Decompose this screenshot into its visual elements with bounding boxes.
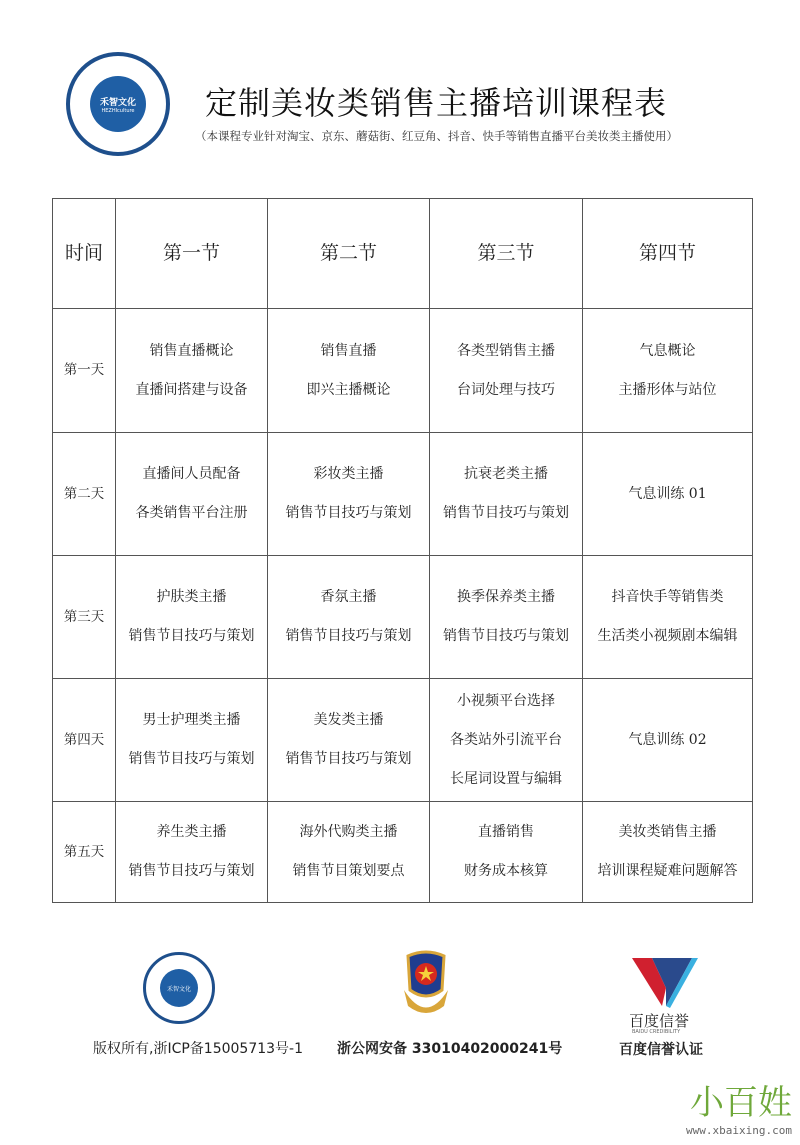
session-line: 各类型销售主播	[457, 342, 555, 359]
session-cell	[430, 556, 583, 679]
table-row	[53, 556, 753, 679]
session-line: 直播间人员配备	[142, 466, 241, 482]
session-cell	[268, 556, 430, 679]
session-cell	[583, 802, 753, 903]
header-cell: 第四节	[583, 199, 753, 309]
session-line: 气息训练 02	[628, 731, 707, 748]
session-line: 即兴主播概论	[306, 381, 391, 398]
session-line: 各类销售平台注册	[135, 505, 248, 521]
session-line: 抖音快手等销售类	[611, 589, 724, 605]
session-line: 彩妆类主播	[313, 466, 384, 482]
session-line: 护肤类主播	[156, 589, 227, 605]
logo-name: 禾智文化	[99, 97, 136, 108]
session-line: 直播间搭建与设备	[135, 381, 248, 398]
session-line: 各类站外引流平台	[450, 731, 562, 748]
session-line: 销售直播概论	[149, 342, 234, 359]
schedule-table	[52, 198, 753, 903]
session-line: 海外代购类主播	[299, 824, 398, 840]
day-cell: 第二天	[53, 433, 116, 556]
day-cell: 第三天	[53, 556, 116, 679]
icp-copyright: 版权所有,浙ICP备15005713号-1	[93, 1041, 304, 1057]
session-cell	[430, 309, 583, 433]
page-subtitle: （本课程专业针对淘宝、京东、蘑菇街、红豆角、抖音、快手等销售直播平台美妆类主播使用）	[195, 129, 678, 143]
session-line: 主播形体与站位	[618, 381, 717, 398]
table-row	[53, 679, 753, 802]
day-cell: 第五天	[53, 802, 116, 903]
session-line: 台词处理与技巧	[457, 381, 555, 398]
company-logo	[66, 52, 170, 156]
session-line: 气息概论	[639, 342, 696, 359]
session-cell	[583, 679, 753, 802]
session-cell	[268, 802, 430, 903]
session-line: 销售节目技巧与策划	[128, 751, 255, 767]
session-cell	[116, 556, 268, 679]
company-logo-footer	[143, 952, 215, 1024]
header-cell: 时间	[53, 199, 116, 309]
baidu-en: BAIDU CREDIBILITY	[632, 1029, 681, 1035]
session-cell	[430, 802, 583, 903]
session-line: 财务成本核算	[464, 863, 548, 879]
header-cell: 第一节	[116, 199, 268, 309]
session-line: 养生类主播	[156, 824, 227, 840]
session-line: 长尾词设置与编辑	[450, 770, 562, 787]
session-line: 销售节目技巧与策划	[285, 751, 412, 767]
session-cell	[268, 679, 430, 802]
header-cell: 第二节	[268, 199, 430, 309]
session-line: 美妆类销售主播	[618, 824, 717, 840]
day-cell: 第一天	[53, 309, 116, 433]
session-line: 销售节目策划要点	[292, 863, 405, 879]
session-cell	[268, 433, 430, 556]
session-cell	[430, 433, 583, 556]
day-cell: 第四天	[53, 679, 116, 802]
baidu-credibility-logo	[632, 958, 700, 1008]
session-line: 销售节目技巧与策划	[128, 863, 255, 879]
header-cell: 第三节	[430, 199, 583, 309]
session-line: 销售节目技巧与策划	[443, 505, 569, 521]
watermark-name: 小百姓	[690, 1083, 792, 1123]
session-cell	[430, 679, 583, 802]
session-cell	[116, 433, 268, 556]
session-line: 销售直播	[320, 342, 377, 359]
logo-name: 禾智文化	[166, 985, 191, 993]
police-badge-icon	[398, 950, 454, 1020]
session-line: 销售节目技巧与策划	[285, 505, 412, 521]
session-line: 小视频平台选择	[457, 692, 555, 709]
session-line: 男士护理类主播	[142, 712, 241, 728]
table-row	[53, 802, 753, 903]
session-cell	[583, 556, 753, 679]
session-cell	[268, 309, 430, 433]
table-header-row	[53, 199, 753, 309]
session-line: 直播销售	[478, 824, 534, 840]
logo-sub: HEZHIculture	[101, 107, 135, 114]
page-title: 定制美妆类销售主播培训课程表	[205, 84, 668, 122]
session-cell	[116, 309, 268, 433]
table-row	[53, 309, 753, 433]
session-line: 销售节目技巧与策划	[443, 628, 569, 644]
baidu-certification: 百度信誉认证	[619, 1042, 703, 1058]
table-row	[53, 433, 753, 556]
session-line: 香氛主播	[320, 589, 377, 605]
session-line: 换季保养类主播	[457, 589, 555, 605]
session-cell	[583, 309, 753, 433]
session-line: 培训课程疑难问题解答	[597, 863, 738, 879]
police-record: 浙公网安备 33010402000241号	[337, 1041, 563, 1057]
session-line: 气息训练 01	[628, 485, 707, 502]
session-line: 美发类主播	[313, 712, 384, 728]
watermark	[686, 1075, 792, 1137]
session-line: 生活类小视频剧本编辑	[597, 628, 738, 644]
session-line: 抗衰老类主播	[464, 466, 548, 482]
baidu-logo-text: 百度信誉	[629, 1012, 690, 1030]
watermark-url: www.xbaixing.com	[686, 1124, 792, 1137]
session-cell	[116, 802, 268, 903]
session-line: 销售节目技巧与策划	[128, 628, 255, 644]
session-cell	[116, 679, 268, 802]
session-cell	[583, 433, 753, 556]
session-line: 销售节目技巧与策划	[285, 628, 412, 644]
